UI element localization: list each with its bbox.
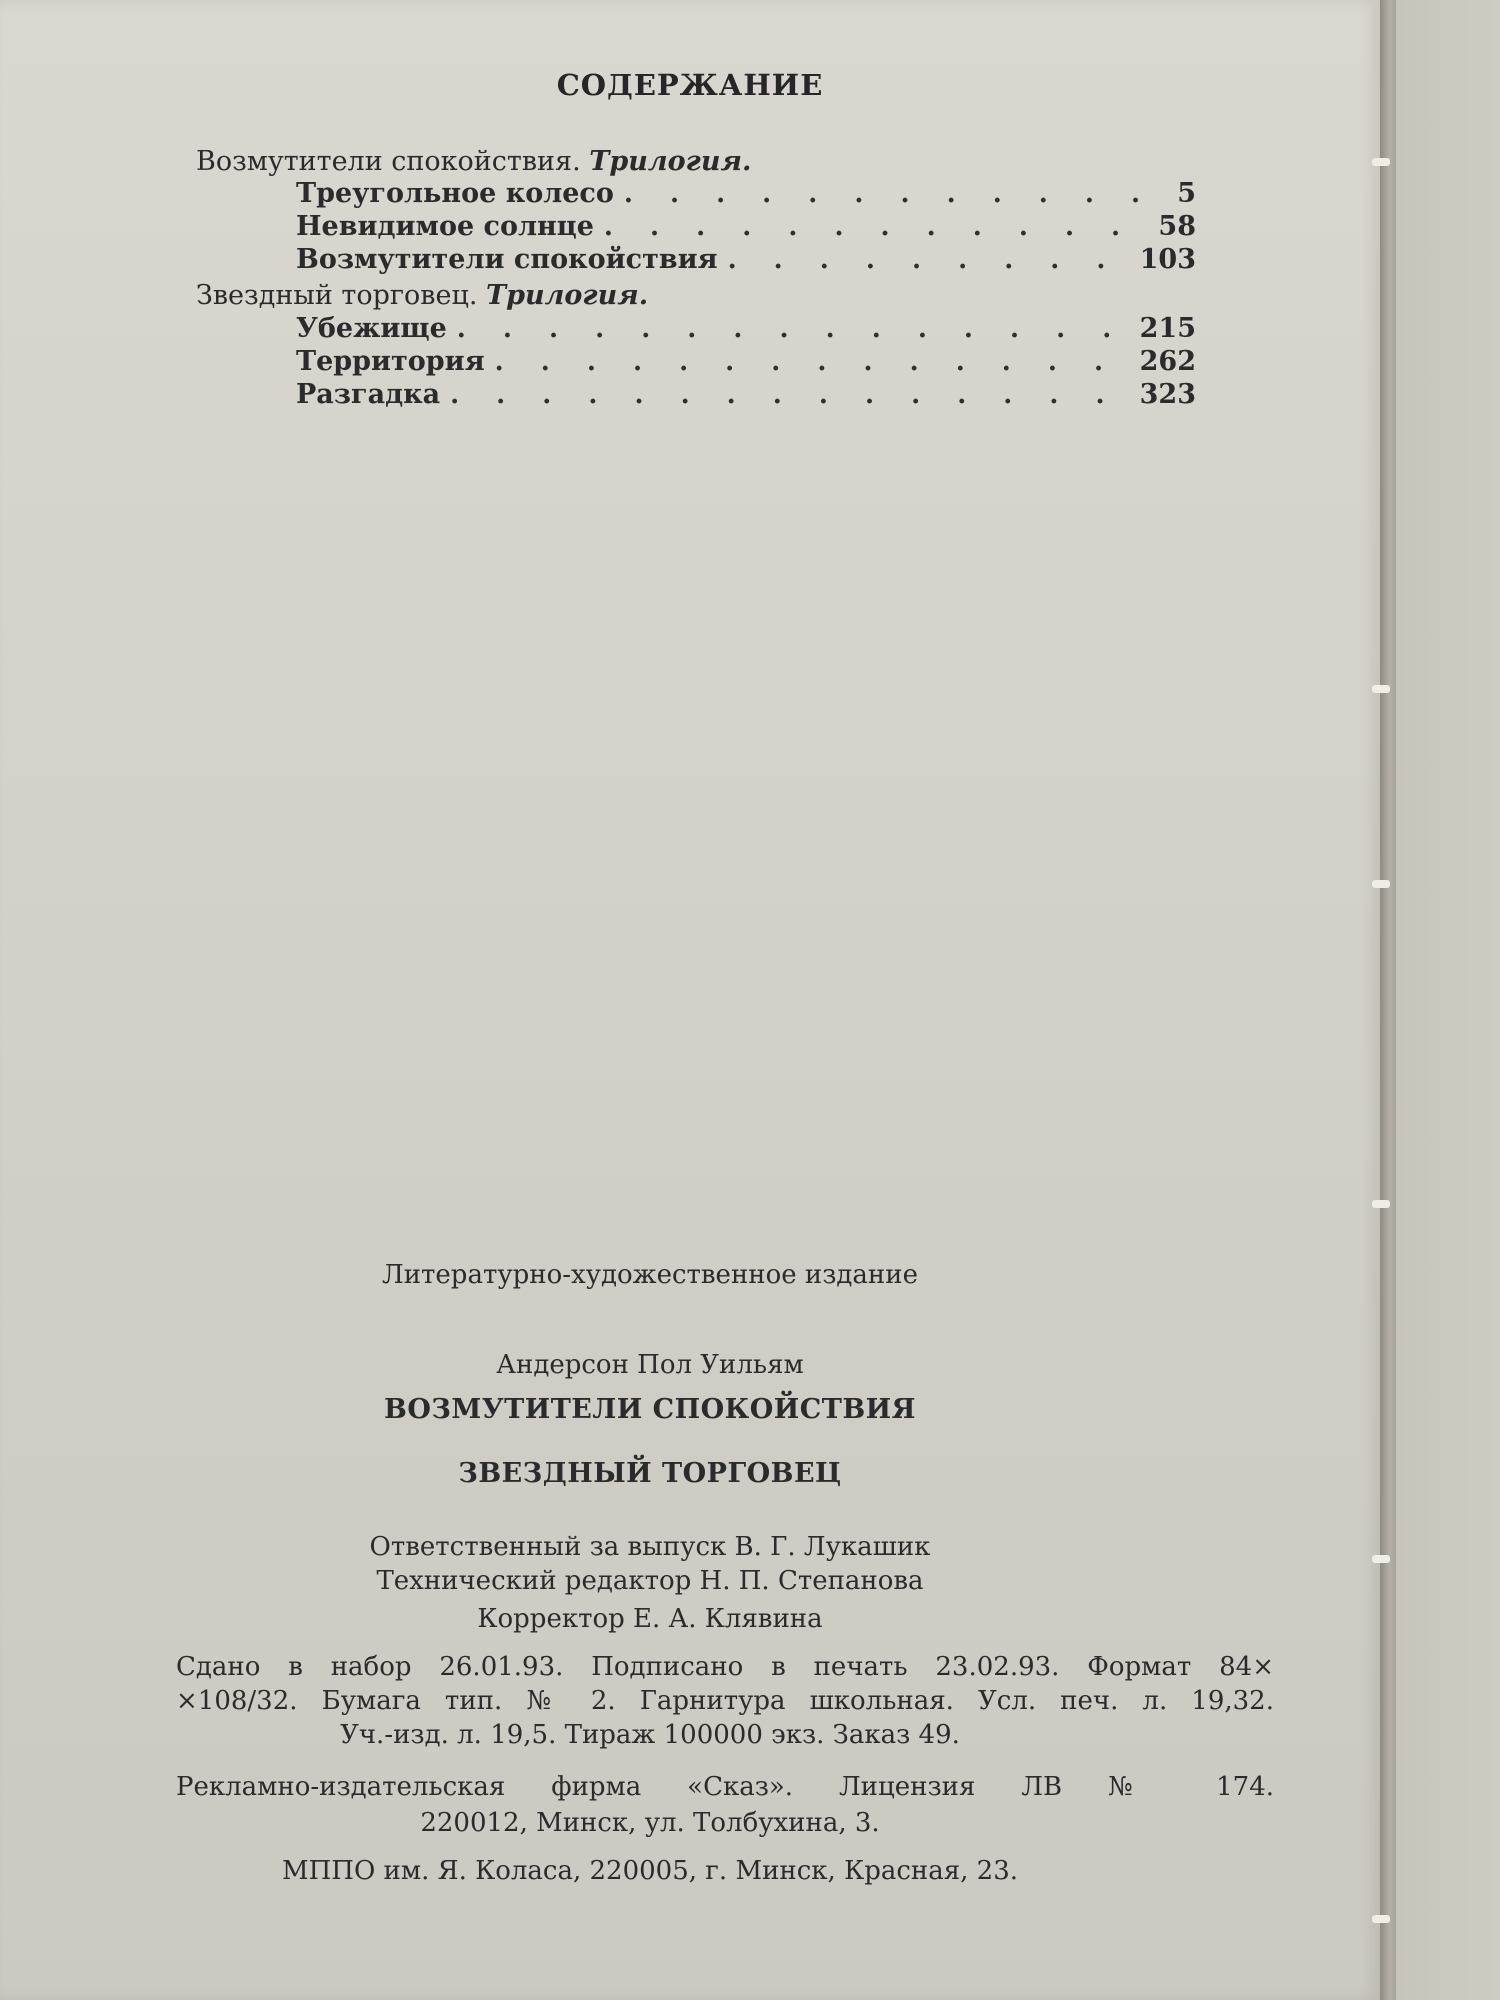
toc-entry xyxy=(296,346,1196,378)
print-info-line: Уч.-изд. л. 19,5. Тираж 100000 экз. Заказ 49. xyxy=(340,1720,960,1750)
author-name: Андерсон Пол Уильям xyxy=(496,1350,804,1380)
toc-entry-title: Разгадка xyxy=(296,379,441,410)
toc-entry-page: 5 xyxy=(1177,178,1196,209)
toc-leader-dots xyxy=(604,211,1150,243)
book-title-2: ЗВЕЗДНЫЙ ТОРГОВЕЦ xyxy=(458,1458,842,1489)
toc-group-title xyxy=(196,146,751,178)
publisher-address: 220012, Минск, ул. Толбухина, 3. xyxy=(420,1808,880,1838)
toc-entry-title: Треугольное колесо xyxy=(296,178,614,209)
toc-entry-title: Возмутители спокойствия xyxy=(296,244,718,275)
toc-leader-dots xyxy=(450,379,1134,411)
toc-entry-page: 323 xyxy=(1139,379,1196,410)
toc-leader-dots xyxy=(457,313,1134,345)
binding-stitch xyxy=(1372,1555,1390,1563)
toc-entry-page: 58 xyxy=(1158,211,1196,242)
toc-entry-title: Убежище xyxy=(296,313,447,344)
book-title-1: ВОЗМУТИТЕЛИ СПОКОЙСТВИЯ xyxy=(384,1394,916,1425)
toc-entry-page: 262 xyxy=(1139,346,1196,377)
printer-line: МППО им. Я. Коласа, 220005, г. Минск, Красная, 23. xyxy=(281,1856,1019,1886)
book-spine-fold xyxy=(1380,0,1396,2000)
toc-entry-title: Невидимое солнце xyxy=(296,211,594,242)
toc-entry xyxy=(296,313,1196,345)
publisher-line: Рекламно-издательская фирма «Сказ». Лицензия ЛВ № 174. xyxy=(176,1772,1274,1802)
toc-entry xyxy=(296,211,1196,243)
toc-group-name: Звездный торговец. xyxy=(196,280,478,311)
toc-entry xyxy=(296,379,1196,411)
binding-stitch xyxy=(1372,1200,1390,1208)
binding-stitch xyxy=(1372,880,1390,888)
toc-title: СОДЕРЖАНИЕ xyxy=(556,68,824,102)
print-info-line: Сдано в набор 26.01.93. Подписано в печать 23.02.93. Формат 84× xyxy=(176,1652,1274,1682)
adjacent-page-edge xyxy=(1396,0,1500,2000)
toc-entry-page: 103 xyxy=(1139,244,1196,275)
credit-line: Технический редактор Н. П. Степанова xyxy=(376,1566,924,1596)
binding-stitch xyxy=(1372,1915,1390,1923)
toc-entry-page: 215 xyxy=(1139,313,1196,344)
credit-line: Ответственный за выпуск В. Г. Лукашик xyxy=(369,1532,931,1562)
toc-group-name: Возмутители спокойствия. xyxy=(196,146,581,177)
toc-leader-dots xyxy=(495,346,1134,378)
edition-type: Литературно-художественное издание xyxy=(382,1260,918,1290)
binding-stitch xyxy=(1372,685,1390,693)
toc-entry xyxy=(296,178,1196,210)
toc-leader-dots xyxy=(728,244,1134,276)
toc-leader-dots xyxy=(624,178,1150,210)
toc-group-title xyxy=(196,280,648,312)
toc-entry-title: Территория xyxy=(296,346,485,377)
binding-stitch xyxy=(1372,158,1390,166)
toc-entry xyxy=(296,244,1196,276)
credit-line: Корректор Е. А. Клявина xyxy=(477,1604,823,1634)
toc-group-genre: Трилогия. xyxy=(589,146,752,177)
print-info-line: ×108/32. Бумага тип. № 2. Гарнитура школьная. Усл. печ. л. 19,32. xyxy=(176,1686,1274,1716)
toc-group-genre: Трилогия. xyxy=(486,280,649,311)
